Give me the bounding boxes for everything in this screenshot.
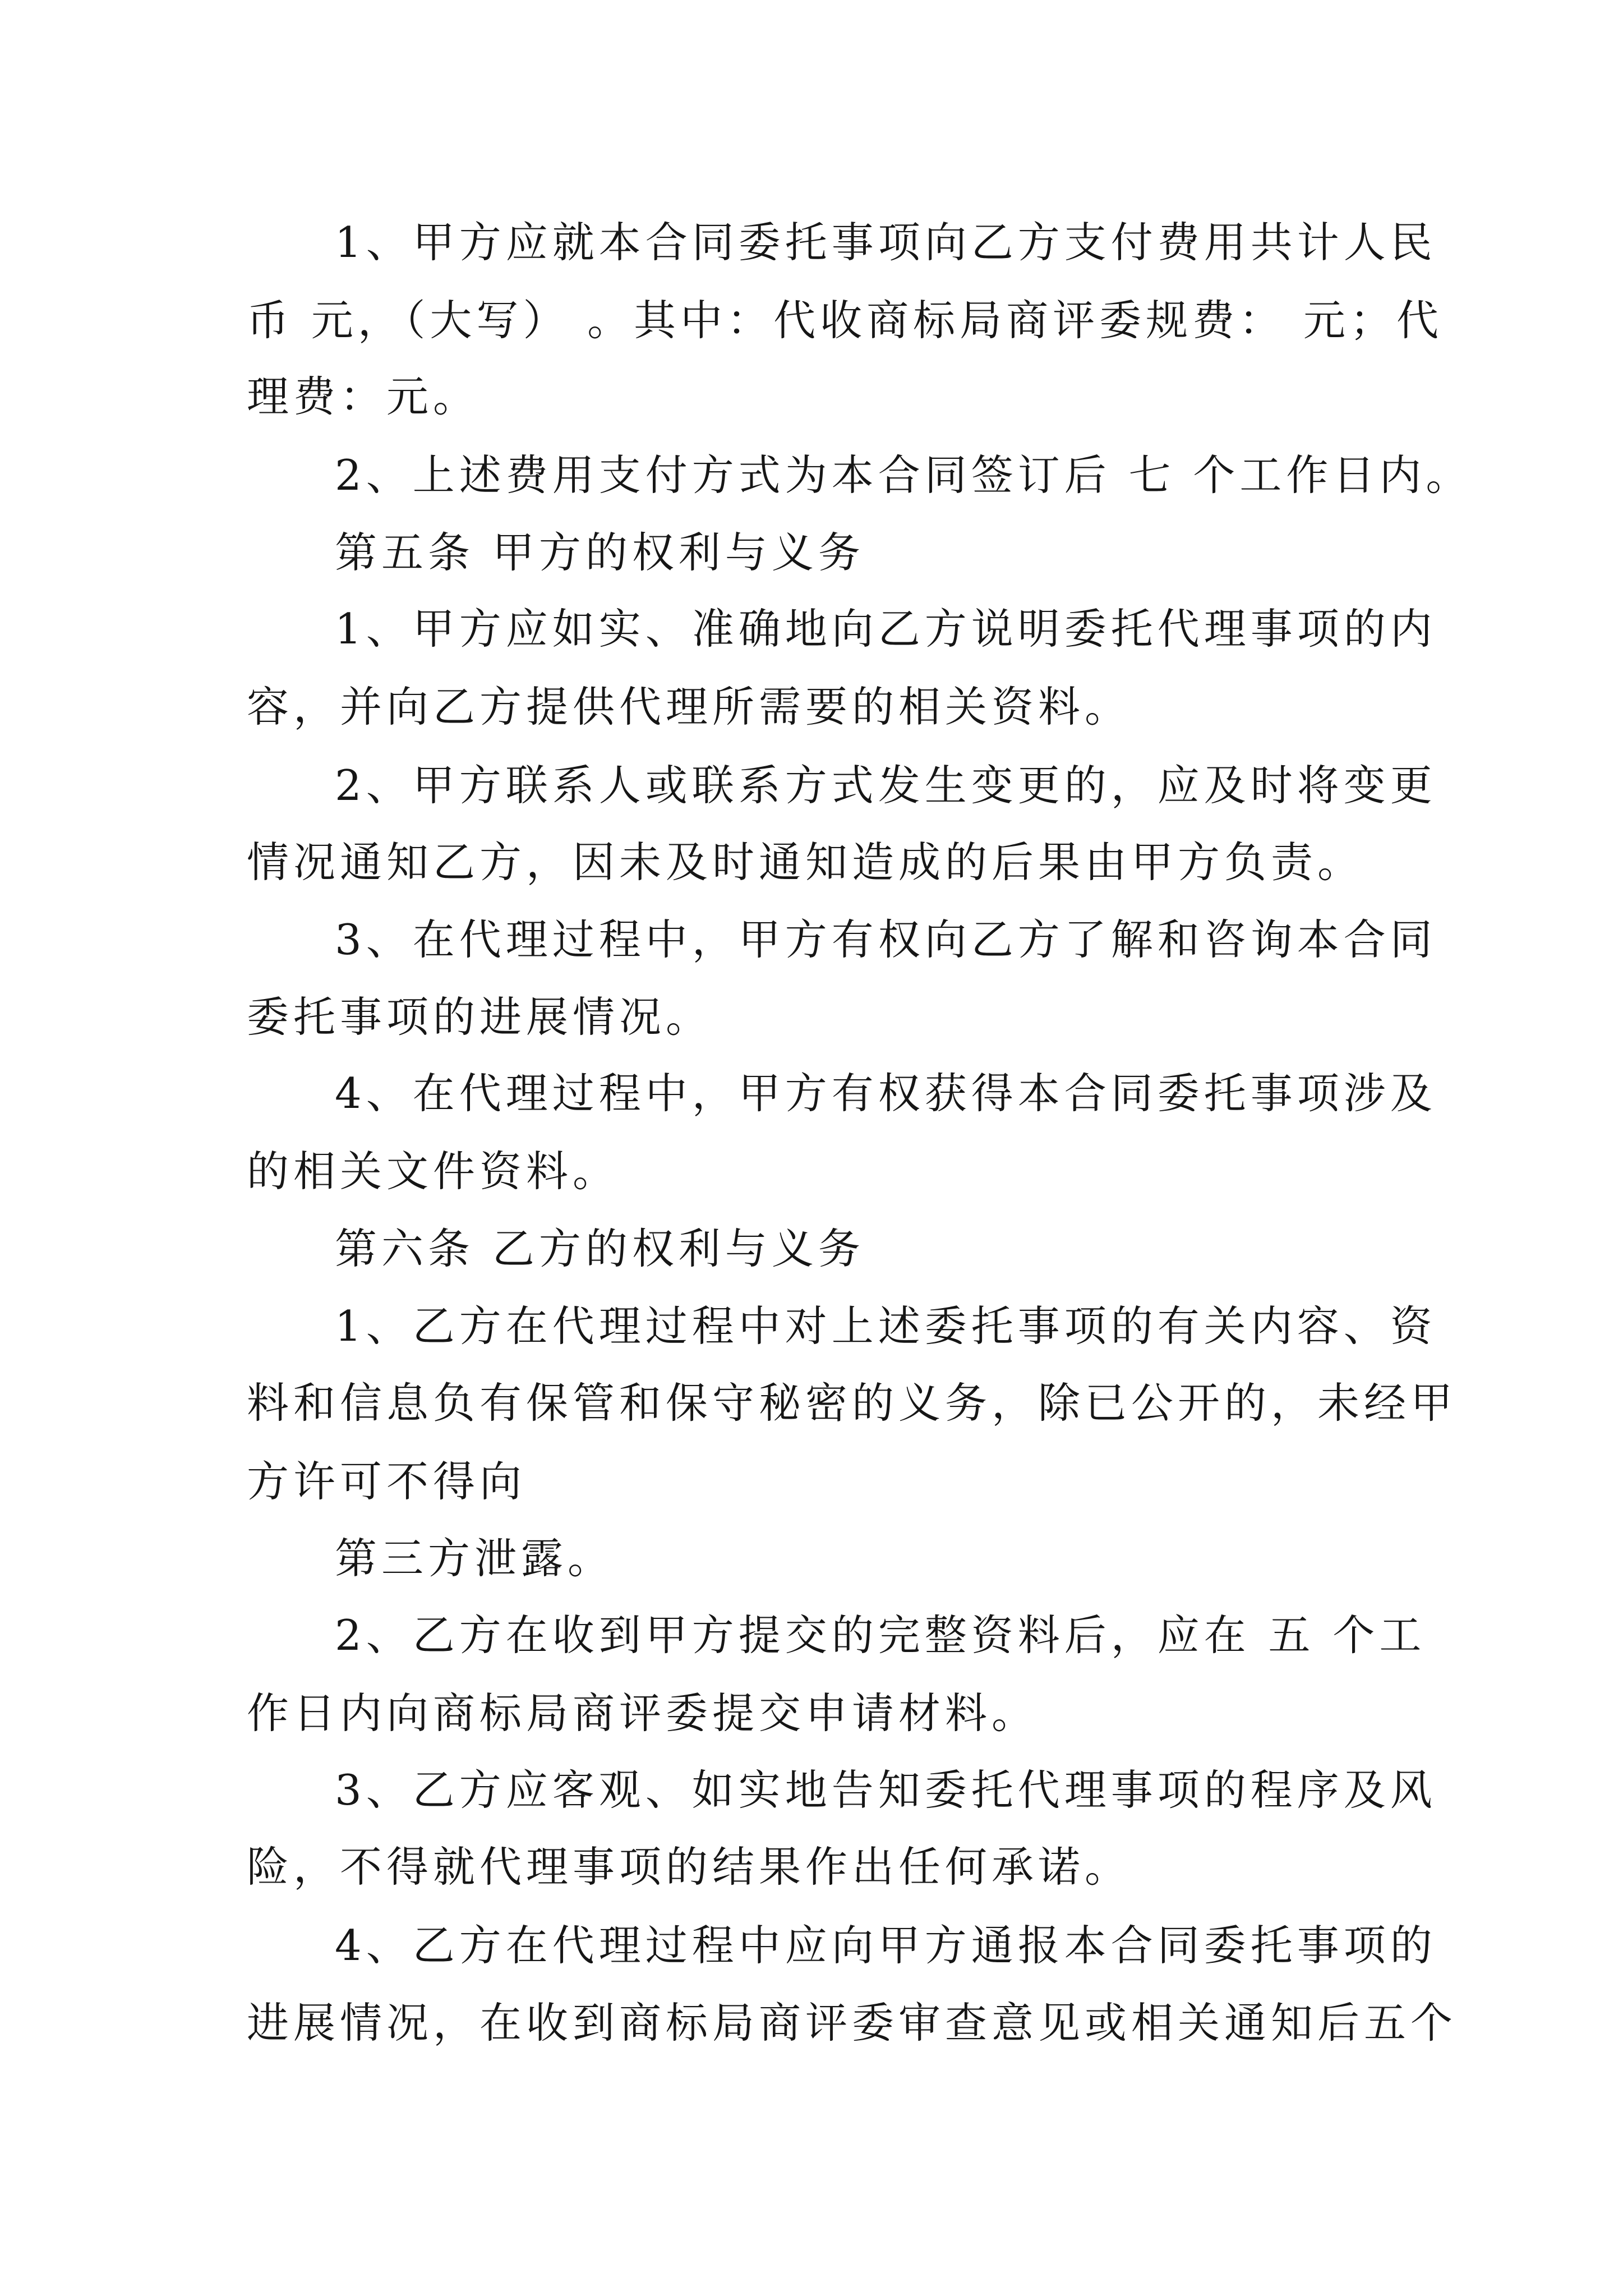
text-line: 情况通知乙方，因未及时通知造成的后果由甲方负责。 [247, 838, 1364, 887]
text-line: 第三方泄露。 [335, 1534, 615, 1583]
section-heading: 第六条 乙方的权利与义务 [335, 1224, 865, 1273]
text-line: 委托事项的进展情况。 [247, 992, 713, 1042]
text-line: 方许可不得向 [247, 1457, 527, 1506]
text-line: 4、乙方在代理过程中应向甲方通报本合同委托事项的 [335, 1921, 1437, 1970]
text-line: 币 元，（大写） 。其中：代收商标局商评委规费： 元；代 [247, 296, 1444, 345]
text-line: 的相关文件资料。 [247, 1147, 620, 1196]
text-line: 容，并向乙方提供代理所需要的相关资料。 [247, 682, 1132, 731]
text-line: 2、上述费用支付方式为本合同签订后 七 个工作日内。 [335, 450, 1473, 500]
text-line: 料和信息负有保管和保守秘密的义务，除已公开的，未经甲 [247, 1378, 1458, 1428]
text-line: 4、在代理过程中，甲方有权获得本合同委托事项涉及 [335, 1069, 1437, 1118]
text-line: 1、乙方在代理过程中对上述委托事项的有关内容、资 [335, 1301, 1437, 1351]
text-line: 3、在代理过程中，甲方有权向乙方了解和咨询本合同 [335, 915, 1437, 964]
text-line: 进展情况，在收到商标局商评委审查意见或相关通知后五个 [247, 1998, 1458, 2047]
text-line: 作日内向商标局商评委提交申请材料。 [247, 1688, 1039, 1738]
text-line: 理费：元。 [247, 372, 480, 421]
text-line: 2、甲方联系人或联系方式发生变更的，应及时将变更 [335, 761, 1437, 810]
text-line: 1、甲方应就本合同委托事项向乙方支付费用共计人民 [335, 218, 1437, 267]
text-line: 3、乙方应客观、如实地告知委托代理事项的程序及风 [335, 1765, 1437, 1815]
text-line: 2、乙方在收到甲方提交的完整资料后，应在 五 个工 [335, 1611, 1426, 1660]
text-line: 险，不得就代理事项的结果作出任何承诺。 [247, 1842, 1132, 1892]
section-heading: 第五条 甲方的权利与义务 [335, 528, 865, 577]
text-line: 1、甲方应如实、准确地向乙方说明委托代理事项的内 [335, 604, 1437, 654]
